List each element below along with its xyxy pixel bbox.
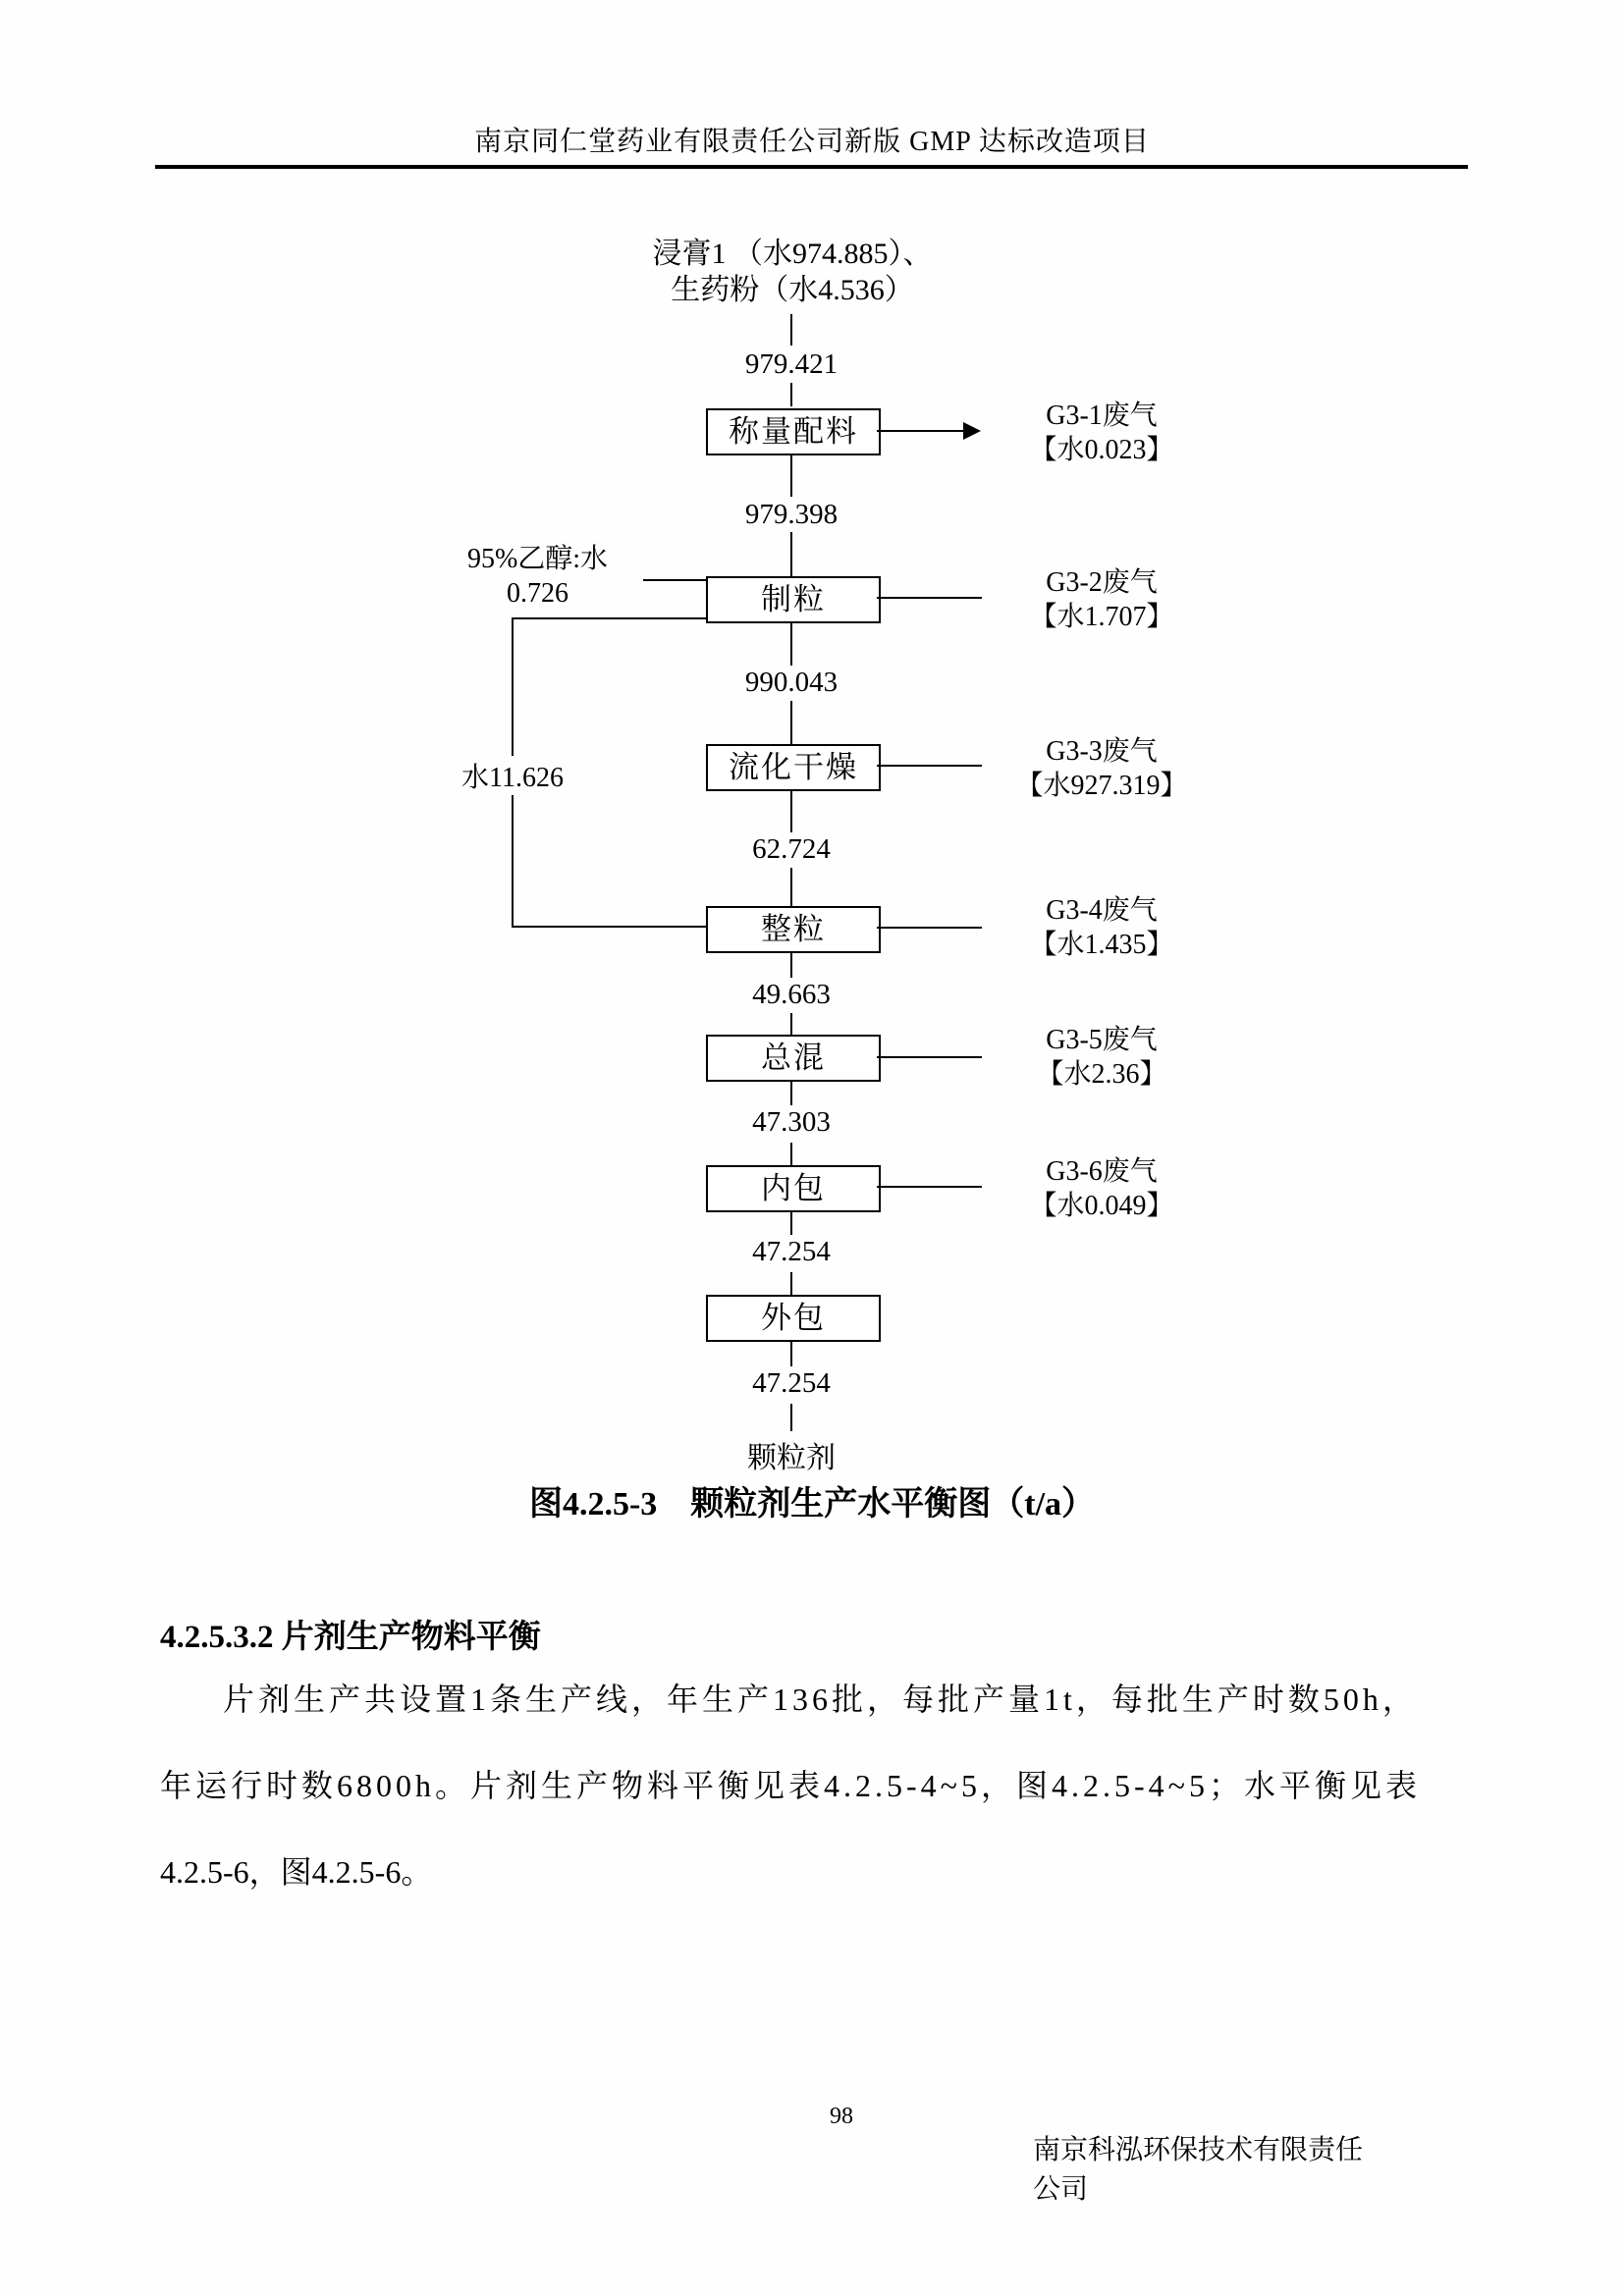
flow-value: 979.398	[744, 499, 839, 530]
flow-value: 47.254	[752, 1236, 831, 1267]
emission-water: 【水2.36】	[1036, 1059, 1167, 1090]
emission-connector	[877, 430, 964, 432]
paragraph-line: 4.2.5-6，图4.2.5-6。	[160, 1854, 433, 1890]
section-heading: 4.2.5.3.2 片剂生产物料平衡	[160, 1620, 541, 1655]
connector-vertical	[790, 621, 792, 666]
emission-water: 【水0.023】	[1029, 435, 1174, 465]
page-number: 98	[830, 2104, 853, 2129]
emission-water: 【水1.435】	[1029, 930, 1174, 960]
page-header-title: 南京同仁堂药业有限责任公司新版 GMP 达标改造项目	[474, 127, 1150, 157]
flow-value: 47.303	[752, 1106, 831, 1138]
arrow-right-icon	[963, 422, 981, 440]
connector-vertical	[790, 314, 792, 346]
connector-vertical	[790, 1340, 792, 1366]
source-line-1: 浸膏1 （水974.885）、	[652, 238, 933, 270]
flow-value: 979.421	[744, 348, 839, 380]
ethanol-label: 95%乙醇:水	[466, 544, 609, 574]
product-label: 颗粒剂	[747, 1442, 836, 1474]
connector-vertical	[790, 454, 792, 497]
emission-label-g3-6	[984, 1154, 1219, 1223]
emission-name: G3-4废气	[1046, 895, 1158, 926]
emission-label-g3-2	[984, 565, 1219, 634]
process-box-weighing: 称量配料	[706, 408, 881, 455]
emission-water: 【水1.707】	[1029, 602, 1174, 632]
emission-name: G3-6废气	[1046, 1156, 1158, 1187]
connector-vertical	[790, 1143, 792, 1165]
emission-connector	[877, 1056, 982, 1058]
paragraph-line: 年运行时数6800h。片剂生产物料平衡见表4.2.5-4~5，图4.2.5-4~5；水平衡见表	[160, 1768, 1421, 1803]
ethanol-connector	[643, 579, 706, 581]
ethanol-input-label	[432, 542, 643, 611]
connector-vertical	[790, 1210, 792, 1235]
connector-vertical	[790, 532, 792, 576]
connector-vertical	[790, 1404, 792, 1431]
process-box-inner-packing: 内包	[706, 1165, 881, 1212]
process-box-outer-packing: 外包	[706, 1295, 881, 1342]
emission-connector	[877, 597, 982, 599]
emission-label-g3-1	[984, 399, 1219, 467]
connector-vertical	[790, 951, 792, 978]
connector-vertical	[790, 1081, 792, 1105]
flow-value: 62.724	[752, 833, 831, 865]
footer-company: 南京科泓环保技术有限责任公司	[1033, 2135, 1364, 2205]
flow-value: 49.663	[752, 979, 831, 1010]
water-input-label: 水11.626	[428, 756, 597, 795]
emission-name: G3-5废气	[1046, 1025, 1158, 1055]
process-box-granulation: 制粒	[706, 576, 881, 623]
source-line-2: 生药粉（水4.536）	[671, 274, 914, 306]
bracket-top-connector	[512, 617, 706, 619]
connector-vertical	[790, 383, 792, 406]
emission-label-g3-3	[984, 734, 1219, 803]
emission-connector	[877, 1186, 982, 1188]
figure-caption: 图4.2.5-3 颗粒剂生产水平衡图（t/a）	[528, 1486, 1096, 1522]
connector-vertical	[790, 789, 792, 832]
emission-name: G3-3废气	[1046, 736, 1158, 767]
emission-name: G3-2废气	[1046, 567, 1158, 598]
emission-connector	[877, 765, 982, 767]
header-rule	[155, 165, 1468, 169]
emission-label-g3-4	[984, 893, 1219, 962]
process-box-final-mixing: 总混	[706, 1035, 881, 1082]
emission-connector	[877, 927, 982, 929]
ethanol-value: 0.726	[507, 578, 568, 609]
paragraph-line: 片剂生产共设置1条生产线，年生产136批，每批产量1t，每批生产时数50h，	[223, 1682, 1418, 1717]
flow-value: 990.043	[744, 667, 839, 698]
connector-vertical	[790, 701, 792, 744]
connector-vertical	[790, 1272, 792, 1295]
process-box-fluid-drying: 流化干燥	[706, 744, 881, 791]
connector-vertical	[790, 1013, 792, 1035]
flow-source-label	[498, 236, 1087, 308]
emission-label-g3-5	[984, 1023, 1219, 1092]
connector-vertical	[790, 868, 792, 906]
bracket-bottom-connector	[512, 926, 706, 928]
emission-water: 【水927.319】	[1015, 771, 1188, 801]
emission-water: 【水0.049】	[1029, 1191, 1174, 1221]
emission-name: G3-1废气	[1046, 400, 1158, 431]
process-box-sizing: 整粒	[706, 906, 881, 953]
flow-value: 47.254	[752, 1367, 831, 1399]
